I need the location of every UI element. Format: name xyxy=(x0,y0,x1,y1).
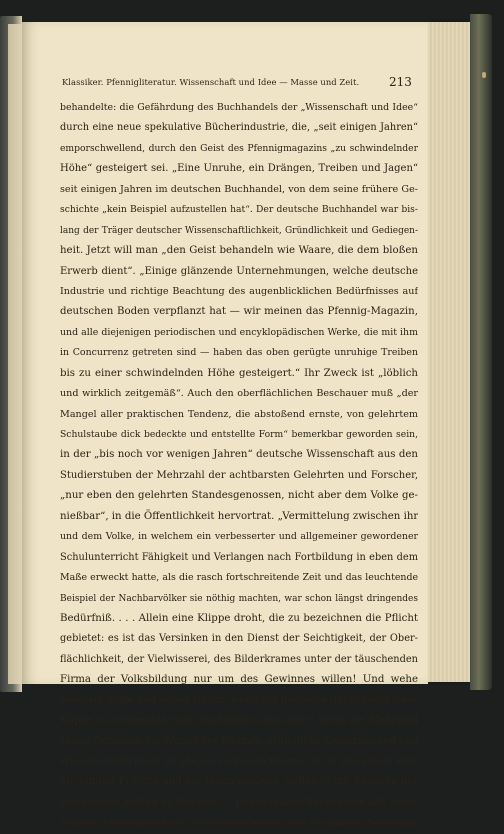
text-line: nießbar“, in die Öffentlichkeit hervortrat. „Vermittelung zwischen ihr xyxy=(60,510,418,522)
text-line: deutschen Boden verpflanzt hat — wir meinen das Pfennig-Magazin, xyxy=(60,306,418,318)
text-line: Firma der Volksbildung nur um des Gewinnes willen! Und wehe xyxy=(60,674,418,686)
book-back-cover xyxy=(470,14,492,690)
text-line: kommenden Ernten zu brechen. . . Deutschlands Buchhandel hat, sowie xyxy=(60,796,418,808)
text-line: lang der Träger deutscher Wissenschaftlichkeit, Gründlichkeit und Gediegen- xyxy=(60,225,418,236)
text-line: seit einigen Jahren im deutschen Buchhandel, von dem seine frühere Ge- xyxy=(60,183,418,195)
text-line: Mangel aller praktischen Tendenz, die abstoßend ernste, von gelehrtem xyxy=(60,408,418,420)
page-number: 213 xyxy=(388,75,412,89)
text-line: bis zu einer schwindelnden Höhe gesteigert.“ Ihr Zweck ist „löblich xyxy=(60,367,418,379)
running-head xyxy=(62,75,412,91)
text-line: Industrie und richtige Beachtung des augenblicklichen Bedürfnisses auf xyxy=(60,285,418,297)
text-line: die bunten Früchte und mit ihnen zugleich vielleicht die Knospen der xyxy=(60,776,418,788)
text-line: Bedürfniß. . . . Allein eine Klippe droht, die zu bezeichnen die Pflicht xyxy=(60,612,418,624)
page-block-edges xyxy=(428,22,472,682)
text-line: gebietet: es ist das Versinken in den Dienst der Seichtigkeit, der Ober- xyxy=(60,633,418,645)
text-line: Studierstuben der Mehrzahl der achtbarsten Gelehrten und Forscher, xyxy=(60,469,418,481)
text-line: Schulstaube dick bedeckte und entstellte Form“ bemerkbar geworden sein, xyxy=(60,429,418,440)
text-line: und alle diejenigen periodischen und encyklopädischen Werke, die mit ihm xyxy=(60,326,418,338)
text-line: flächlichkeit, der Vielwisserei, des Bilderkrames unter der täuschenden xyxy=(60,653,418,665)
text-line: in der „bis noch vor wenigen Jahren“ deutsche Wissenschaft aus den xyxy=(60,449,418,461)
text-line: Schulunterricht Fähigkeit und Verlangen nach Fortbildung in eben dem xyxy=(60,551,418,563)
text-line: Erwerb dient“. „Einige glänzende Unternehmungen, welche deutsche xyxy=(60,265,418,277)
cover-mark xyxy=(482,72,486,78)
text-line: „nur eben den gelehrten Standesgenossen, nicht aber dem Volke ge- xyxy=(60,490,418,502)
text-line: seiner Genossen die Wurzel des Baumes, gründliche Gelehrsamkeit und xyxy=(60,735,418,747)
text-line: emporschwellend, durch den Geist des Pfennigmagazins „zu schwindelnder xyxy=(60,142,418,154)
text-line: und dem Volke, in welchem ein verbesserter und allgemeiner gewordener xyxy=(60,531,418,543)
text-line: in Concurrenz getreten sind — haben das oben gerügte unruhige Treiben xyxy=(60,347,418,359)
text-line: durch eine neue spekulative Bücherindustrie, die, „seit einigen Jahren“ xyxy=(60,122,418,134)
text-line: behandelte: die Gefährdung des Buchhandels der „Wissenschaft und Idee“ xyxy=(60,102,418,113)
text-line: schichte „kein Beispiel aufzustellen hat“. Der deutsche Buchhandel war bis- xyxy=(60,204,418,216)
text-line: und wirklich zeitgemäß“. Auch den oberflächlichen Beschauer muß „der xyxy=(60,388,418,400)
text-line: deutsche Gelehrsamkeit und Wissenschaftlichkeit, eine europäische Bedeutung, xyxy=(60,818,418,829)
body-text xyxy=(60,98,418,834)
text-line: Höhe“ gesteigert sei. „Eine Unruhe, ein Drängen, Treiben und Jagen“ xyxy=(60,163,418,175)
text-line: Maße erweckt hatte, als die rasch fortschreitende Zeit und das leuchtende xyxy=(60,572,418,584)
text-line: Wissenschaftlichkeit, zu pflegen vergessen könnte, um in übereiliger Hast xyxy=(60,756,418,767)
text-line: Beispiel der Nachbarvölker sie nöthig machten, war schon längst dringendes xyxy=(60,593,418,604)
text-line: heit. Jetzt will man „den Geist behandeln wie Waare, die dem bloßen xyxy=(60,245,418,257)
text-line: unserem Volke und seiner Cultur, wenn der deutsche Buchhandel diese xyxy=(60,694,418,706)
text-line: Klippe zu vermeiden nicht im Stande sein sollte; wenn die Mehrzahl xyxy=(60,715,418,727)
running-head-title: Klassiker. Pfennigliteratur. Wissenschaft und Idee — Masse und Zeit. xyxy=(62,77,360,87)
